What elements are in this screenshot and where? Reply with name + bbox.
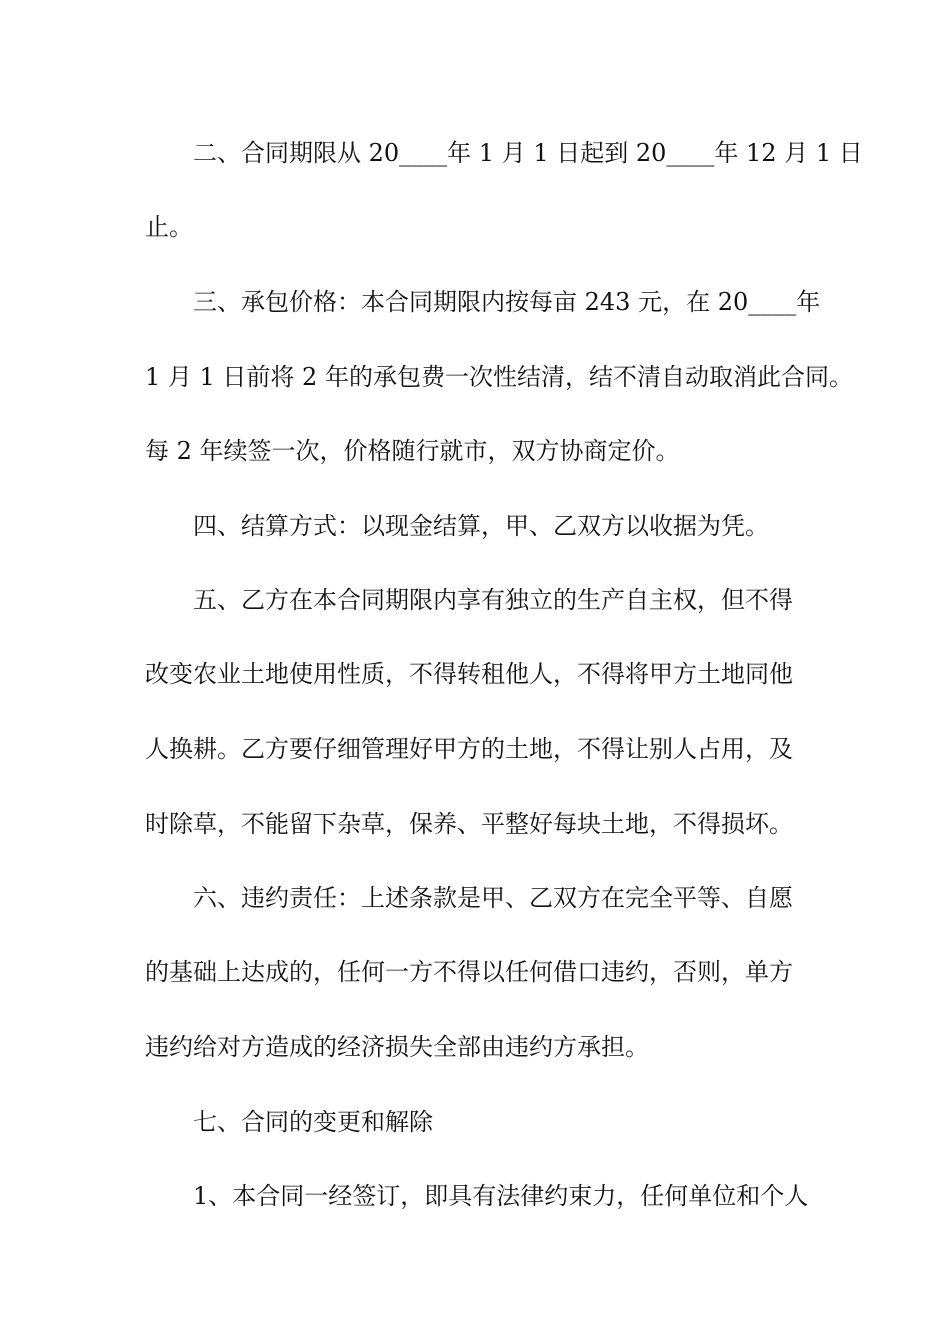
clause-2-line-1: 二、合同期限从 20____年 1 月 1 日起到 20____年 12 月 1 日 bbox=[193, 139, 863, 167]
clause-5-line-1: 五、乙方在本合同期限内享有独立的生产自主权，但不得 bbox=[193, 586, 793, 614]
clause-3-line-1: 三、承包价格：本合同期限内按每亩 243 元，在 20____年 bbox=[193, 288, 821, 316]
clause-5-line-3: 人换耕。乙方要仔细管理好甲方的土地，不得让别人占用，及 bbox=[145, 735, 793, 763]
clause-6-line-2: 的基础上达成的，任何一方不得以任何借口违约，否则，单方 bbox=[145, 958, 793, 986]
clause-7-heading: 七、合同的变更和解除 bbox=[193, 1108, 433, 1136]
clause-2-line-2: 止。 bbox=[145, 213, 193, 241]
clause-6-line-1: 六、违约责任：上述条款是甲、乙双方在完全平等、自愿 bbox=[193, 884, 793, 912]
clause-5-line-4: 时除草，不能留下杂草，保养、平整好每块土地，不得损坏。 bbox=[145, 810, 793, 838]
clause-6-line-3: 违约给对方造成的经济损失全部由违约方承担。 bbox=[145, 1033, 649, 1061]
clause-3-line-3: 每 2 年续签一次，价格随行就市，双方协商定价。 bbox=[145, 437, 680, 465]
clause-4-line-1: 四、结算方式：以现金结算，甲、乙双方以收据为凭。 bbox=[193, 512, 769, 540]
clause-5-line-2: 改变农业土地使用性质，不得转租他人，不得将甲方土地同他 bbox=[145, 660, 793, 688]
clause-7-item-1-line-1: 1、本合同一经签订，即具有法律约束力，任何单位和个人 bbox=[193, 1182, 809, 1210]
clause-3-line-2: 1 月 1 日前将 2 年的承包费一次性结清，结不清自动取消此合同。 bbox=[145, 363, 853, 391]
